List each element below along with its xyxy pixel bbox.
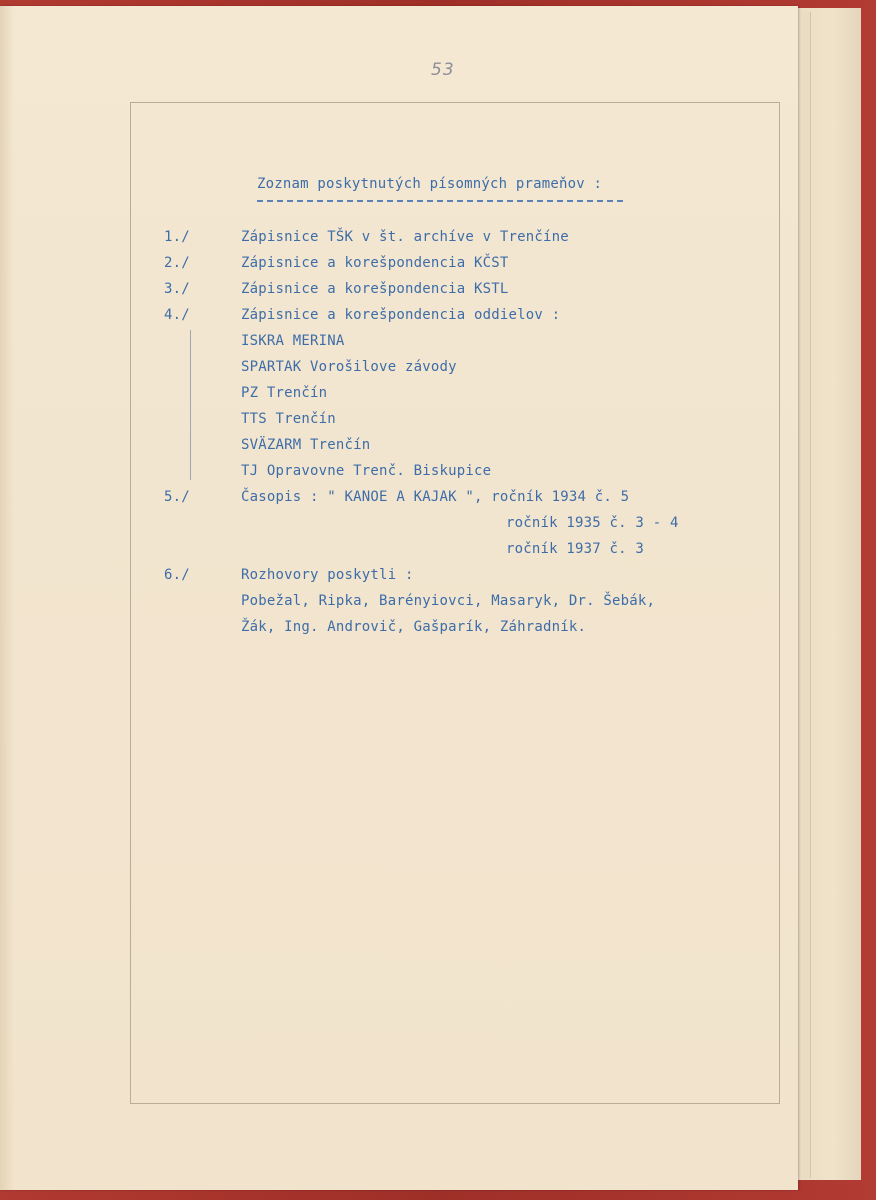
entry-5-text: Časopis : " KANOE A KAJAK ", ročník 1934 č. 5 <box>241 489 630 505</box>
margin-line <box>190 330 191 480</box>
entry-2-number: 2./ <box>164 255 190 271</box>
sub-item: SPARTAK Vorošilove závody <box>241 359 457 375</box>
sub-item: TTS Trenčín <box>241 411 336 427</box>
page-number: 53 <box>431 60 455 80</box>
entry-3-number: 3./ <box>164 281 190 297</box>
sub-item: PZ Trenčín <box>241 385 328 401</box>
magazine-year: ročník 1937 č. 3 <box>506 541 645 557</box>
entry-4-number: 4./ <box>164 307 190 323</box>
binding-shadow <box>0 6 14 1190</box>
sub-item: TJ Opravovne Trenč. Biskupice <box>241 463 492 479</box>
magazine-year: ročník 1935 č. 3 - 4 <box>506 515 679 531</box>
entry-3-text: Zápisnice a korešpondencia KSTL <box>241 281 509 297</box>
title-underline <box>257 200 623 202</box>
entry-1-number: 1./ <box>164 229 190 245</box>
sub-item: SVÄZARM Trenčín <box>241 437 371 453</box>
entry-6-text: Rozhovory poskytli : <box>241 567 414 583</box>
interviewees-line: Pobežal, Ripka, Barényiovci, Masaryk, Dr. Šebák, <box>241 593 656 609</box>
entry-6-number: 6./ <box>164 567 190 583</box>
entry-1-text: Zápisnice TŠK v št. archíve v Trenčíne <box>241 229 569 245</box>
entry-5-number: 5./ <box>164 489 190 505</box>
underlying-page-edge <box>800 12 811 1178</box>
interviewees-line: Žák, Ing. Androvič, Gašparík, Záhradník. <box>241 619 587 635</box>
page-title: Zoznam poskytnutých písomných prameňov : <box>257 176 603 192</box>
entry-4-text: Zápisnice a korešpondencia oddielov : <box>241 307 561 323</box>
sub-item: ISKRA MERINA <box>241 333 345 349</box>
entry-2-text: Zápisnice a korešpondencia KČST <box>241 255 509 271</box>
